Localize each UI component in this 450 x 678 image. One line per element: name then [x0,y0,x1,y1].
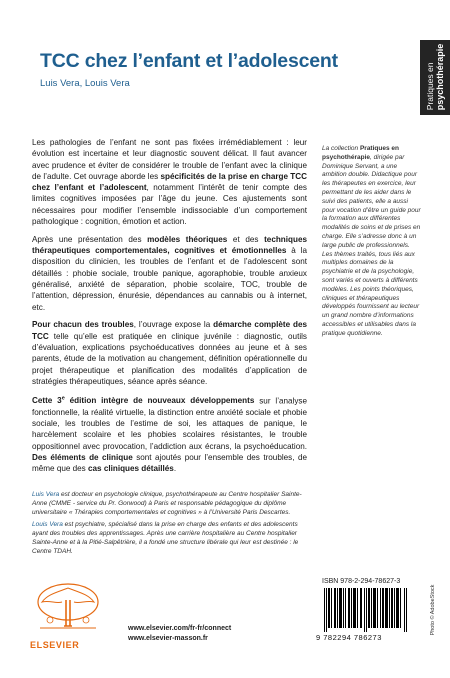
book-authors: Luis Vera, Louis Vera [40,78,130,89]
bio-luis-vera: Luis Vera est docteur en psychologie clinique, psychothérapeute au Centre hospitalier Sainte-Anne (CMME - service du Pr. Gorwood) à Paris et responsable pédagogique du diplôme universitaire « Thérapies comportementales et cognitives » à l’Université Paris Descartes. [32,491,302,516]
summary-paragraph-2: Après une présentation des modèles théoriques et des techniques thérapeutiques comportementales, cognitives et émotionnelles à la disposition du clinicien, les troubles de l’enfant et de l’adolescent sont détaillés : phobie sociale, trouble panique, agoraphobie, trouble anxieux généralisé, anxiété de séparation, phobie scolaire, TOC, trouble de l’attention, dépression, énurésie, dépendances au cannabis ou à internet, etc. [32,234,308,312]
isbn-label: ISBN 978-2-294-78627-3 [322,578,401,585]
collection-description: La collection Pratiques en psychothérapie, dirigée par Dominique Servant, a une ambition double. Didactique pour les thérapeutes en exercice, leur permettant de les aider dans le suivi des patients, elle a aussi pour vocation d’être un guide pour la formation aux différentes modalités de soins et de prises en charge. Elle s’adresse donc à un large public de professionnels. Les thèmes traités, tous liés aux multiples domaines de la psychiatrie et de la psychologie, sont variés et ouverts à différents modèles. Les points théoriques, cliniques et thérapeutiques développés fournissent au lecteur un grand nombre d’informations accessibles et utilisables dans la pratique quotidienne. [322,145,421,337]
publisher-name: ELSEVIER [30,640,80,650]
publisher-urls [128,624,231,644]
series-line1: Pratiques en [425,62,435,111]
bio-author-name: Luis Vera [32,491,60,498]
collection-name: Pratiques en psychothérapie [322,145,399,161]
url-connect[interactable]: www.elsevier.com/fr-fr/connect [128,625,232,632]
author-bios [32,490,312,559]
url-masson[interactable]: www.elsevier-masson.fr [128,635,208,642]
bio-louis-vera: Louis Vera est psychiatre, spécialisé dans la prise en charge des enfants et des adolescents ayant des troubles des apprentissages. Après une carrière hospitalière au Centre hospitalier Sainte-Anne et à la Pitié-Salpêtrière, il a fondé une structure libérale qui leur est destinée : le Centre TDAH. [32,521,299,555]
summary-paragraph-1: Les pathologies de l’enfant ne sont pas fixées irrémédiablement : leur évolution est incertaine et leur diagnostic souvent délicat. Il faut avancer avec prudence et éviter de considérer le trouble de l’enfant avec la clinique de l’adulte. Cet ouvrage aborde les spécificités de la prise en charge TCC chez l’enfant et l’adolescent, notamment l’intérêt de tenir compte des limites cognitives imposées par l’âge du jeune. Ces ajustements sont nécessaires pour modifier l’ensemble indissociable d’un comportement pathologique : cognition, émotion et action. [32,138,307,227]
summary-paragraph-4: Cette 3e édition intègre de nouveaux développements sur l’analyse fonctionnelle, la réalité virtuelle, la distinction entre anxiété sociale et phobie sociale, les troubles de l’estime de soi, les attaques de panique, le harcèlement scolaire et les phobies scolaires résistantes, le trouble oppositionnel avec provocation, l’addiction aux écrans, la psychoéducation. Des éléments de clinique sont ajoutés pour l’ensemble des troubles, de même que des cas cliniques détaillés. [32,395,308,474]
summary-highlight: Pour chacun des troubles [32,320,134,330]
summary-highlight: techniques thérapeutiques comportementales, cognitives et émotionnelles [32,234,307,256]
summary-highlight: cas cliniques détaillés [88,464,174,474]
bio-author-name: Louis Vera [32,521,63,528]
barcode-number: 9 782294 786273 [316,633,382,642]
book-title: TCC chez l’enfant et l’adolescent [40,50,338,72]
elsevier-tree-logo-icon [28,580,108,638]
summary-highlight: démarche complète des TCC [32,320,307,341]
summary-highlight: spécificités de la prise en charge TCC chez l’enfant et l’adolescent [32,171,307,193]
series-label [425,44,445,111]
series-line2: psychothérapie [435,43,445,111]
summary-paragraph-3: Pour chacun des troubles, l’ouvrage expose la démarche complète des TCC telle qu’elle est pratiquée en clinique juvénile : diagnostic, outils d’évaluation, explications psychoéducatives données au jeune et à ses parents, étude de la motivation au changement, définition opérationnelle du projet thérapeutique et planification des modalités d’application de stratégies thérapeutiques, séance après séance. [32,320,307,386]
barcode-icon [322,588,410,632]
series-tab [420,40,450,115]
back-cover-summary [32,137,307,481]
summary-highlight: Des éléments de clinique [32,452,133,462]
summary-highlight: Cette 3e édition intègre de nouveaux développements [32,395,255,406]
summary-highlight: modèles théoriques [147,234,228,244]
photo-credit: Photo © AdobeStock [430,584,436,636]
